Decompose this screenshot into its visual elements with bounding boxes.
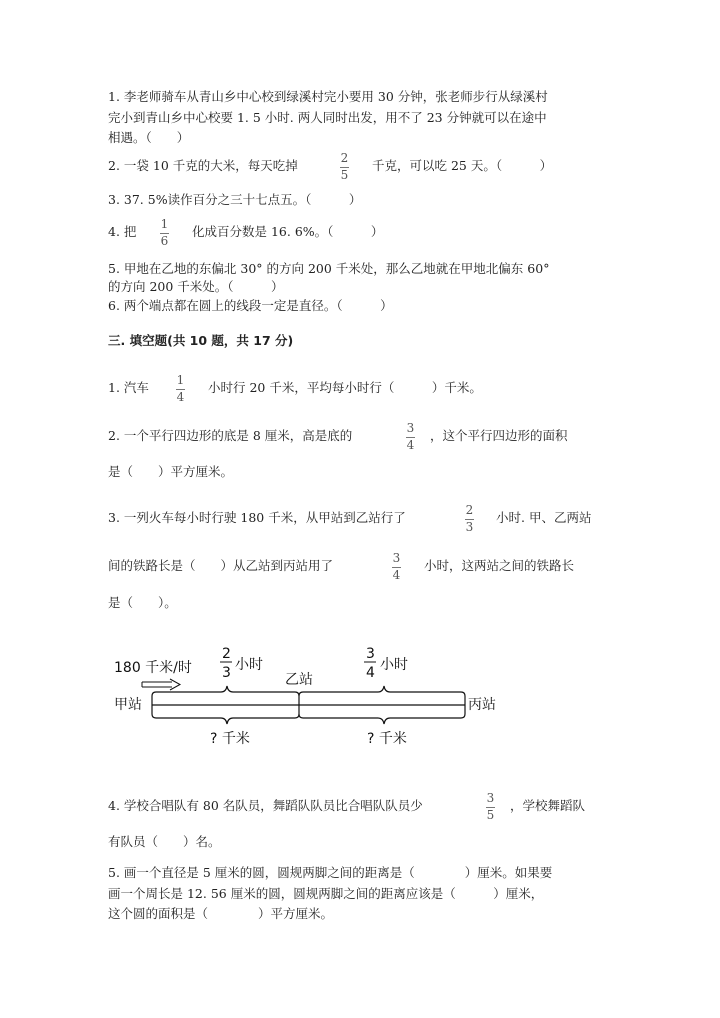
- text-line: 5. 画一个直径是 5 厘米的圆，圆规两脚之间的距离是（ ）厘米。如果要: [108, 865, 553, 880]
- denominator: 3: [465, 520, 474, 534]
- fraction-den: 3: [222, 665, 231, 681]
- text-line: 的方向 200 千米处。（ ）: [108, 279, 284, 294]
- text: ，学校舞蹈队: [510, 798, 586, 813]
- fraction: [160, 218, 169, 248]
- fraction: [465, 504, 474, 534]
- numerator: 1: [160, 217, 169, 231]
- text: 是（ ）。: [108, 595, 177, 610]
- text: 有队员（ ）名。: [108, 834, 221, 849]
- text: 千克，可以吃 25 天。（ ）: [372, 158, 553, 173]
- denominator: 4: [406, 438, 415, 452]
- station-end: 丙站: [468, 697, 496, 713]
- distance-unknown-left: ? 千米: [210, 731, 250, 747]
- time-unit: 小时: [235, 657, 263, 673]
- numerator: 1: [176, 373, 185, 387]
- distance-unknown-right: ? 千米: [367, 731, 407, 747]
- fraction-num: 3: [366, 646, 375, 662]
- text: 1. 汽车: [108, 380, 149, 395]
- numerator: 3: [406, 421, 415, 435]
- time-unit: 小时: [380, 657, 408, 673]
- text-line: 画一个周长是 12. 56 厘米的圆，圆规两脚之间的距离应该是（ ）厘米，: [108, 886, 544, 901]
- text: 间的铁路长是（ ）从乙站到丙站用了: [108, 558, 334, 573]
- judge-q3: 3. 37. 5%读作百分之三十七点五。（ ）: [108, 192, 362, 207]
- text: 小时行 20 千米，平均每小时行（ ）千米。: [208, 380, 482, 395]
- station-start: 甲站: [114, 697, 142, 713]
- section-title: 三. 填空题(共 10 题，共 17 分): [108, 333, 294, 348]
- text: 4. 把: [108, 224, 137, 239]
- numerator: 3: [486, 791, 495, 805]
- denominator: 6: [160, 234, 169, 248]
- denominator: 4: [176, 390, 185, 404]
- denominator: 5: [486, 808, 495, 822]
- text: ，这个平行四边形的面积: [430, 428, 568, 443]
- text: 4. 学校合唱队有 80 名队员，舞蹈队队员比合唱队队员少: [108, 798, 423, 813]
- text: 2. 一个平行四边形的底是 8 厘米，高是底的: [108, 428, 353, 443]
- text: 2. 一袋 10 千克的大米，每天吃掉: [108, 158, 298, 173]
- judge-q6: 6. 两个端点都在圆上的线段一定是直径。（ ）: [108, 298, 393, 313]
- arrow-icon: [142, 679, 180, 690]
- text: 小时，这两站之间的铁路长: [424, 558, 575, 573]
- text-line: 这个圆的面积是（ ）平方厘米。: [108, 906, 334, 921]
- numerator: 2: [340, 151, 349, 165]
- fraction: [406, 422, 415, 452]
- denominator: 4: [392, 568, 401, 582]
- fraction: [392, 552, 401, 582]
- denominator: 5: [340, 168, 349, 182]
- text: 是（ ）平方厘米。: [108, 464, 234, 479]
- text-line: 1. 李老师骑车从青山乡中心校到绿溪村完小要用 30 分钟，张老师步行从绿溪村: [108, 89, 548, 104]
- numerator: 3: [392, 551, 401, 565]
- numerator: 2: [465, 503, 474, 517]
- text-line: 相遇。（ ）: [108, 130, 190, 145]
- speed-label: 180 千米/时: [114, 660, 192, 676]
- text: 3. 一列火车每小时行驶 180 千米，从甲站到乙站行了: [108, 510, 406, 525]
- fraction: [340, 152, 349, 182]
- text: 小时. 甲、乙两站: [496, 510, 592, 525]
- fraction: [486, 792, 495, 822]
- station-mid: 乙站: [285, 672, 313, 688]
- fraction-num: 2: [222, 646, 231, 662]
- text-line: 5. 甲地在乙地的东偏北 30° 的方向 200 千米处，那么乙地就在甲地北偏东 60°: [108, 261, 550, 276]
- text: 化成百分数是 16. 6%。（ ）: [192, 224, 384, 239]
- fraction-den: 4: [366, 665, 375, 681]
- fraction: [176, 374, 185, 404]
- text-line: 完小到青山乡中心校要 1. 5 小时. 两人同时出发，用不了 23 分钟就可以在途中: [108, 110, 547, 125]
- train-diagram: [100, 630, 520, 760]
